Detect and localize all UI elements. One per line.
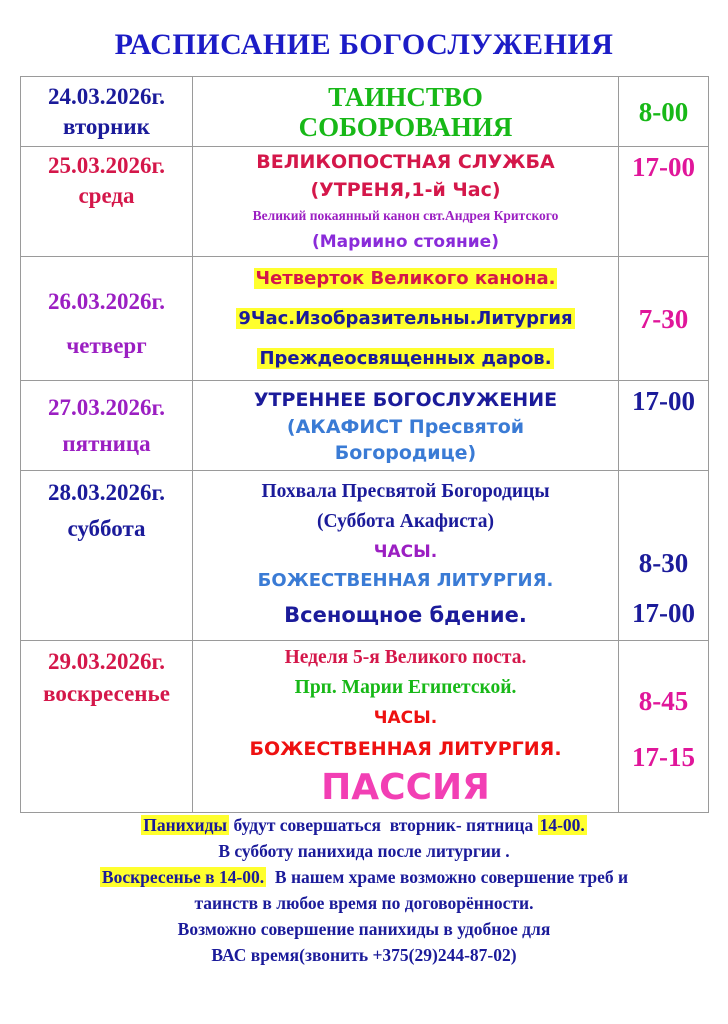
- time-label: 17-00: [632, 386, 695, 416]
- service-line: (УТРЕНЯ,1-й Час): [310, 178, 501, 201]
- notes-block: [0, 812, 728, 968]
- note-text: В нашем храме возможно совершение треб и: [266, 867, 629, 887]
- date-label: 24.03.2026г.: [47, 83, 166, 109]
- time-cell: [619, 147, 709, 257]
- service-line: [193, 339, 618, 379]
- service-line: Неделя 5-я Великого поста.: [284, 646, 527, 668]
- date-cell: [21, 77, 193, 147]
- schedule-table: [20, 76, 709, 813]
- highlighted-text: 14-00.: [539, 815, 585, 835]
- date-cell: [21, 641, 193, 813]
- service-cell: [193, 257, 619, 381]
- service-line: Великий покаянный канон свт.Андрея Критского: [252, 207, 559, 223]
- time-label: 8-00: [638, 96, 689, 127]
- time-cell: [619, 641, 709, 813]
- service-line: ЧАСЫ.: [373, 541, 438, 562]
- time-label: 8-30: [638, 548, 689, 578]
- service-line: (АКАФИСТ Пресвятой: [286, 415, 525, 438]
- service-line: [193, 299, 618, 339]
- note-line: Возможно совершение панихиды в удобное для: [177, 919, 551, 939]
- note-text: будут совершаться вторник- пятница: [229, 815, 538, 835]
- service-line: ВЕЛИКОПОСТНАЯ СЛУЖБА: [256, 150, 555, 173]
- service-line: Всенощное бдение.: [284, 602, 527, 627]
- service-line: УТРЕННЕЕ БОГОСЛУЖЕНИЕ: [253, 388, 558, 411]
- highlighted-text: Панихиды: [143, 815, 228, 835]
- highlighted-text: Преждеосвященных даров.: [259, 347, 552, 369]
- highlighted-text: Воскресенье в 14-00.: [101, 867, 265, 887]
- time-label: 17-00: [632, 152, 695, 182]
- date-label: 26.03.2026г.: [47, 288, 166, 314]
- note-line: таинств в любое время по договорённости.: [194, 893, 534, 913]
- table-row: [21, 641, 709, 813]
- table-row: [21, 471, 709, 641]
- date-label: 27.03.2026г.: [47, 394, 166, 420]
- date-label: 25.03.2026г.: [47, 153, 166, 178]
- time-cell: [619, 257, 709, 381]
- highlighted-text: 9Час.Изобразительны.Литургия: [238, 307, 573, 329]
- date-label: 29.03.2026г.: [47, 649, 166, 674]
- service-line: [193, 259, 618, 299]
- date-cell: [21, 471, 193, 641]
- date-cell: [21, 147, 193, 257]
- weekday-label: суббота: [67, 516, 146, 541]
- service-cell: [193, 77, 619, 147]
- service-line: ЧАСЫ.: [373, 707, 438, 728]
- service-line: БОЖЕСТВЕННАЯ ЛИТУРГИЯ.: [257, 569, 554, 591]
- table-row: [21, 257, 709, 381]
- service-cell: [193, 641, 619, 813]
- weekday-label: вторник: [63, 113, 150, 139]
- table-row: [21, 381, 709, 471]
- time-label: 17-00: [632, 598, 695, 628]
- weekday-label: четверг: [66, 332, 147, 358]
- time-label: 17-15: [632, 741, 695, 772]
- service-cell: [193, 471, 619, 641]
- service-line: ТАИНСТВО: [328, 81, 483, 112]
- weekday-label: воскресенье: [43, 681, 170, 706]
- table-row: [21, 147, 709, 257]
- time-cell: [619, 471, 709, 641]
- weekday-label: пятница: [62, 430, 151, 456]
- service-cell: [193, 147, 619, 257]
- date-cell: [21, 381, 193, 471]
- date-label: 28.03.2026г.: [47, 480, 166, 505]
- date-cell: [21, 257, 193, 381]
- service-line: Богородице): [334, 441, 477, 464]
- time-label: 7-30: [638, 303, 689, 334]
- time-label: 8-45: [638, 685, 689, 716]
- note-line: ВАС время(звонить +375(29)244-87-02): [211, 945, 517, 965]
- service-line: Прп. Марии Египетской.: [294, 676, 517, 698]
- service-line: ПАССИЯ: [321, 766, 490, 808]
- time-cell: [619, 77, 709, 147]
- service-line: (Мариино стояние): [312, 231, 499, 252]
- service-cell: [193, 381, 619, 471]
- service-line: БОЖЕСТВЕННАЯ ЛИТУРГИЯ.: [249, 737, 562, 760]
- service-line: (Суббота Акафиста): [317, 510, 494, 532]
- highlighted-text: Четверток Великого канона.: [255, 267, 556, 289]
- service-line: Похвала Пресвятой Богородицы: [261, 480, 550, 502]
- page-title: РАСПИСАНИЕ БОГОСЛУЖЕНИЯ: [114, 28, 614, 61]
- table-row: [21, 77, 709, 147]
- note-line: [0, 812, 728, 838]
- weekday-label: среда: [78, 183, 135, 208]
- time-cell: [619, 381, 709, 471]
- note-line: [0, 864, 728, 890]
- service-line: СОБОРОВАНИЯ: [298, 111, 513, 142]
- note-line: В субботу панихида после литургии .: [218, 841, 510, 861]
